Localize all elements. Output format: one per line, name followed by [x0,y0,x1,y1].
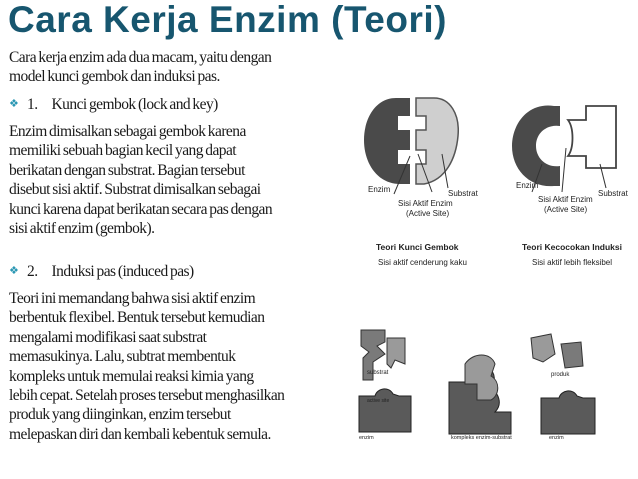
intro-text [9,48,354,87]
paragraph-line: lebih cepat. Setelah proses tersebut menghasilkan [9,387,285,405]
label-active-site-en: (Active Site) [406,209,450,218]
paragraph-lock-and-key [9,122,354,238]
label-substrat: Substrat [598,189,628,198]
intro-line: model kunci gembok dan induksi pas. [9,68,220,86]
label-enzim: Enzim [516,181,539,190]
bullet-induced-fit [9,262,354,281]
enzyme-model-diagram [354,84,628,286]
paragraph-line: produk yang diinginkan, enzim tersebut [9,406,231,424]
induced-enzyme-shape [512,106,560,187]
paragraph-line: Enzim dimisalkan sebagai gembok karena [9,123,246,140]
label-substrat: Substrat [448,189,478,198]
label-enzim: enzim [549,435,564,441]
lock-substrate-shape [416,98,458,184]
label-enzim: enzim [359,435,374,441]
bullet-lock-and-key [9,95,354,114]
bullet-icon: ❖ [9,265,19,277]
bullet-label: Kunci gembok (lock and key) [51,96,218,113]
paragraph-line: Teori ini memandang bahwa sisi aktif enzim [9,290,256,307]
product-piece [561,342,583,368]
pointer-line [562,148,566,192]
bullet-label: Induksi pas (induced pas) [51,263,194,280]
paragraph-line: mengalami modifikasi saat substrat [9,328,207,346]
intro-line: Cara kerja enzim ada dua macam, yaitu dengan [9,49,272,66]
induced-fit-sequence-diagram [355,324,626,441]
label-produk: produk [551,372,570,378]
bullet-icon: ❖ [9,98,19,110]
paragraph-induced-fit [9,289,354,444]
label-kompleks: kompleks enzim-substrat [451,435,512,441]
induced-substrate-shape [568,106,616,168]
paragraph-line: disebut sisi aktif. Substrat dimisalkan sebagai [9,181,261,199]
subcaption-lock-key: Sisi aktif cenderung kaku [378,258,467,267]
paragraph-line: melepaskan diri dan kembali kebentuk semula. [9,425,271,443]
enzyme-model-svg [354,84,628,286]
paragraph-line: kunci karena dapat berikatan secara pas dengan [9,200,273,218]
paragraph-line: memiliki sebuah bagian kecil yang dapat [9,142,237,160]
label-active-site-en: (Active Site) [544,205,588,214]
paragraph-line: sisi aktif enzim (gembok). [9,220,155,238]
paragraph-line: berbentuk flexibel. Bentuk tersebut kemudian [9,309,265,327]
paragraph-line: kompleks untuk memulai reaksi kimia yang [9,367,254,385]
caption-lock-key: Teori Kunci Gembok [376,242,459,252]
label-active-site: active site [367,398,390,404]
caption-induced-fit: Teori Kecocokan Induksi [522,242,622,252]
label-active-site: Sisi Aktif Enzim [398,199,453,208]
bullet-number: 1. [27,96,38,113]
slide-title: Cara Kerja Enzim (Teori) [8,0,447,40]
bullet-number: 2. [27,263,38,280]
subcaption-induced-fit: Sisi aktif lebih fleksibel [532,258,613,267]
paragraph-line: berikatan dengan substrat. Bagian tersebut [9,161,245,179]
label-substrat: substrat [367,370,389,376]
paragraph-line: memasukinya. Lalu, subtrat membentuk [9,348,236,366]
label-enzim: Enzim [368,185,391,194]
induced-fit-sequence-svg [355,324,626,441]
label-active-site: Sisi Aktif Enzim [538,195,593,204]
